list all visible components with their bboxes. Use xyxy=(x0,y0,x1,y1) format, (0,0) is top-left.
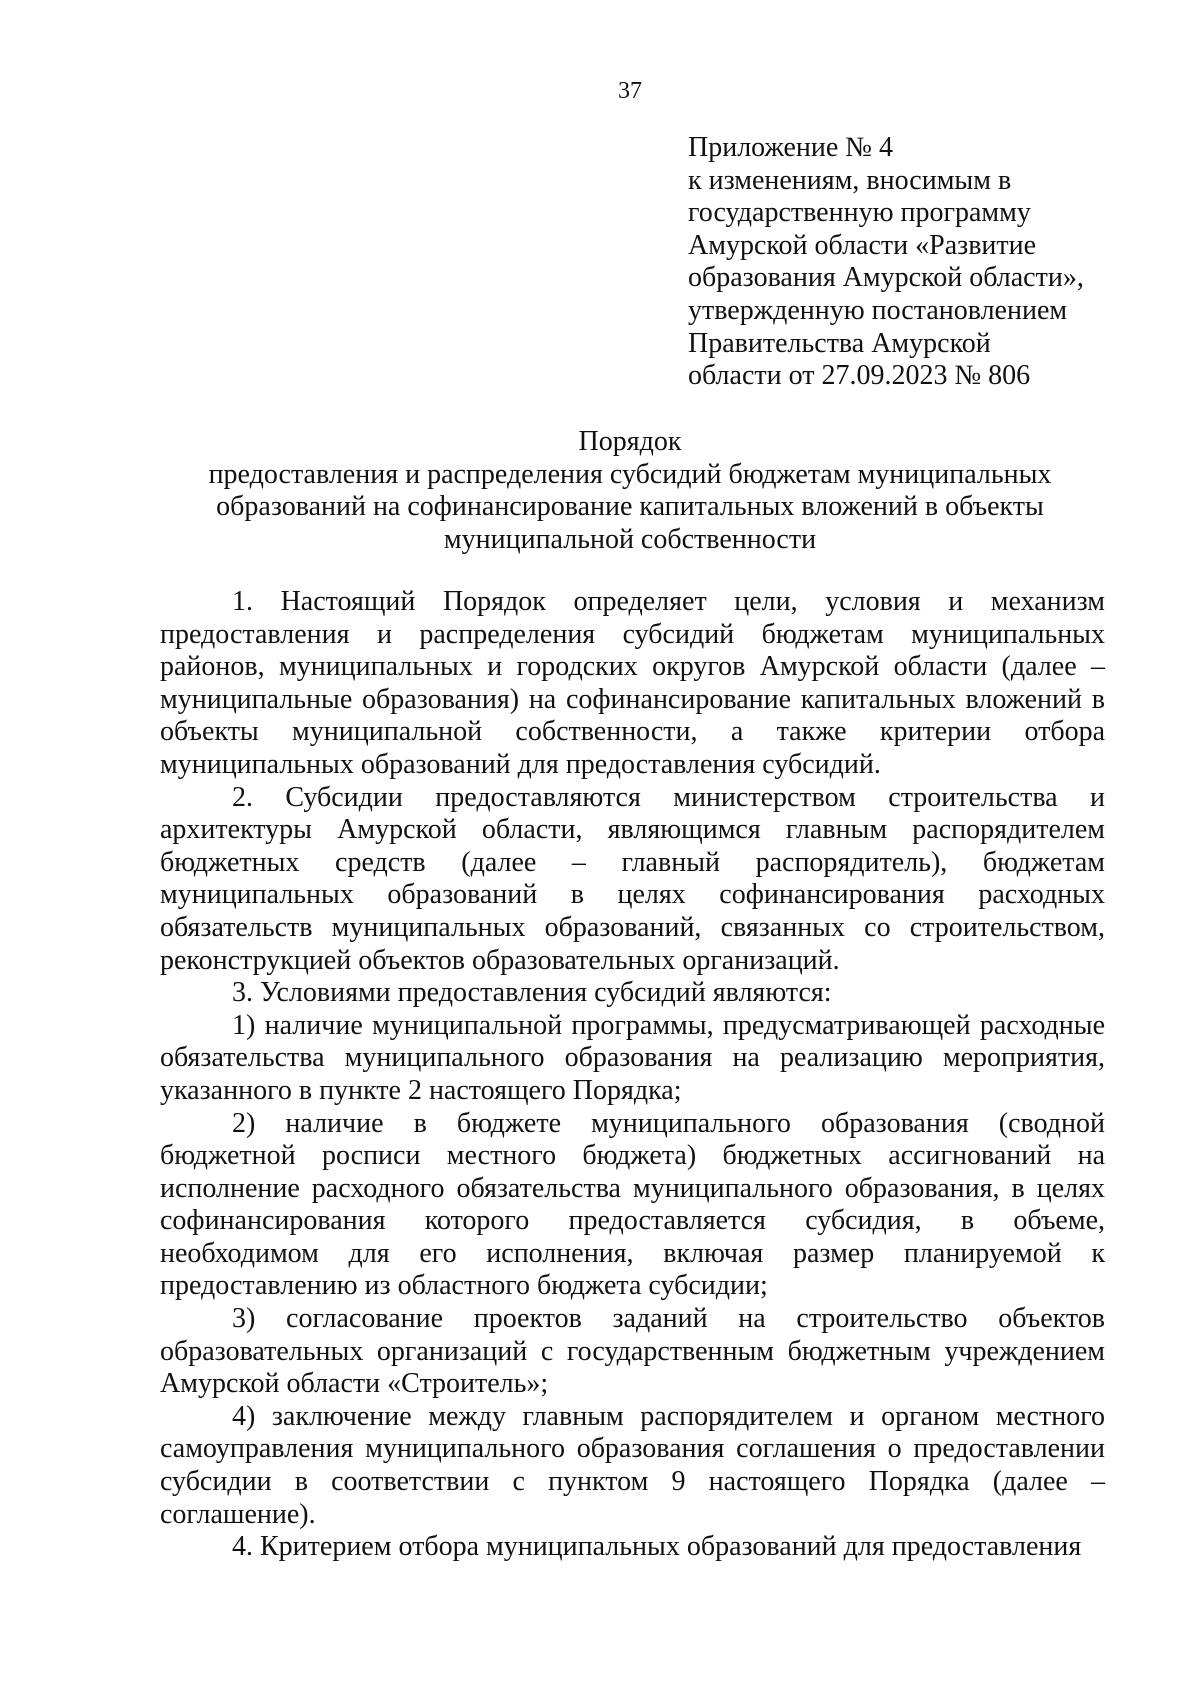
appendix-line: Правительства Амурской xyxy=(688,327,991,359)
subitem-2: 2) наличие в бюджете муниципального образования (сводной бюджетной росписи местного бюджета) бюджетных ассигнований на исполнение расходного обязательства муниципального образования, в целях софинансирования которого предоставляется субсидия, в объеме, необходимом для его исполнения, включая размер планируемой к предоставлению из областного бюджета субсидии; xyxy=(160,1107,1105,1302)
paragraph-2: 2. Субсидии предоставляются министерством строительства и архитектуры Амурской области, являющимся главным распорядителем бюджетных средств (далее – главный распорядитель), бюджетам муниципальных образований в целях софинансирования расходных обязательств муниципальных образований, связанных со строительством, реконструкцией объектов образовательных организаций. xyxy=(160,781,1105,976)
title-heading: Порядок xyxy=(578,426,682,457)
title-line: муниципальной собственности xyxy=(443,523,817,555)
paragraph-4: 4. Критерием отбора муниципальных образований для предоставления xyxy=(232,1531,1082,1563)
appendix-line: Амурской области «Развитие xyxy=(688,229,1037,261)
title-line: образований на софинансирование капитальных вложений в объекты xyxy=(216,491,1044,523)
appendix-line: к изменениям, вносимым в xyxy=(688,164,1012,196)
appendix-line: утвержденную постановлением xyxy=(688,294,1068,326)
subitem-3: 3) согласование проектов заданий на строительство объектов образовательных организаций с государственным бюджетным учреждением Амурской области «Строитель»; xyxy=(160,1303,1105,1400)
appendix-line: Приложение № 4 xyxy=(688,132,893,163)
appendix-line: области от 27.09.2023 № 806 xyxy=(688,360,1031,392)
appendix-block xyxy=(688,132,1168,393)
subitem-4: 4) заключение между главным распорядителем и органом местного самоуправления муниципального образования соглашения о предоставлении субсидии в соответствии с пунктом 9 настоящего Порядка (далее – соглашение). xyxy=(160,1400,1105,1530)
subitem-1: 1) наличие муниципальной программы, предусматривающей расходные обязательства муниципального образования на реализацию мероприятия, указанного в пункте 2 настоящего Порядка; xyxy=(160,1009,1105,1106)
appendix-line: образования Амурской области», xyxy=(688,262,1084,294)
paragraph-3: 3. Условиями предоставления субсидий являются: xyxy=(232,977,832,1009)
title-line: предоставления и распределения субсидий бюджетам муниципальных xyxy=(208,458,1052,490)
document-title xyxy=(150,426,1110,556)
document-body xyxy=(160,586,1105,1564)
paragraph-1: 1. Настоящий Порядок определяет цели, условия и механизм предоставления и распределения субсидий бюджетам муниципальных районов, муниципальных и городских округов Амурской области (далее – муниципальные образования) на софинансирование капитальных вложений в объекты муниципальной собственности, а также критерии отбора муниципальных образований для предоставления субсидий. xyxy=(160,586,1105,780)
page-number: 37 xyxy=(618,78,642,104)
appendix-line: государственную программу xyxy=(688,197,1031,229)
